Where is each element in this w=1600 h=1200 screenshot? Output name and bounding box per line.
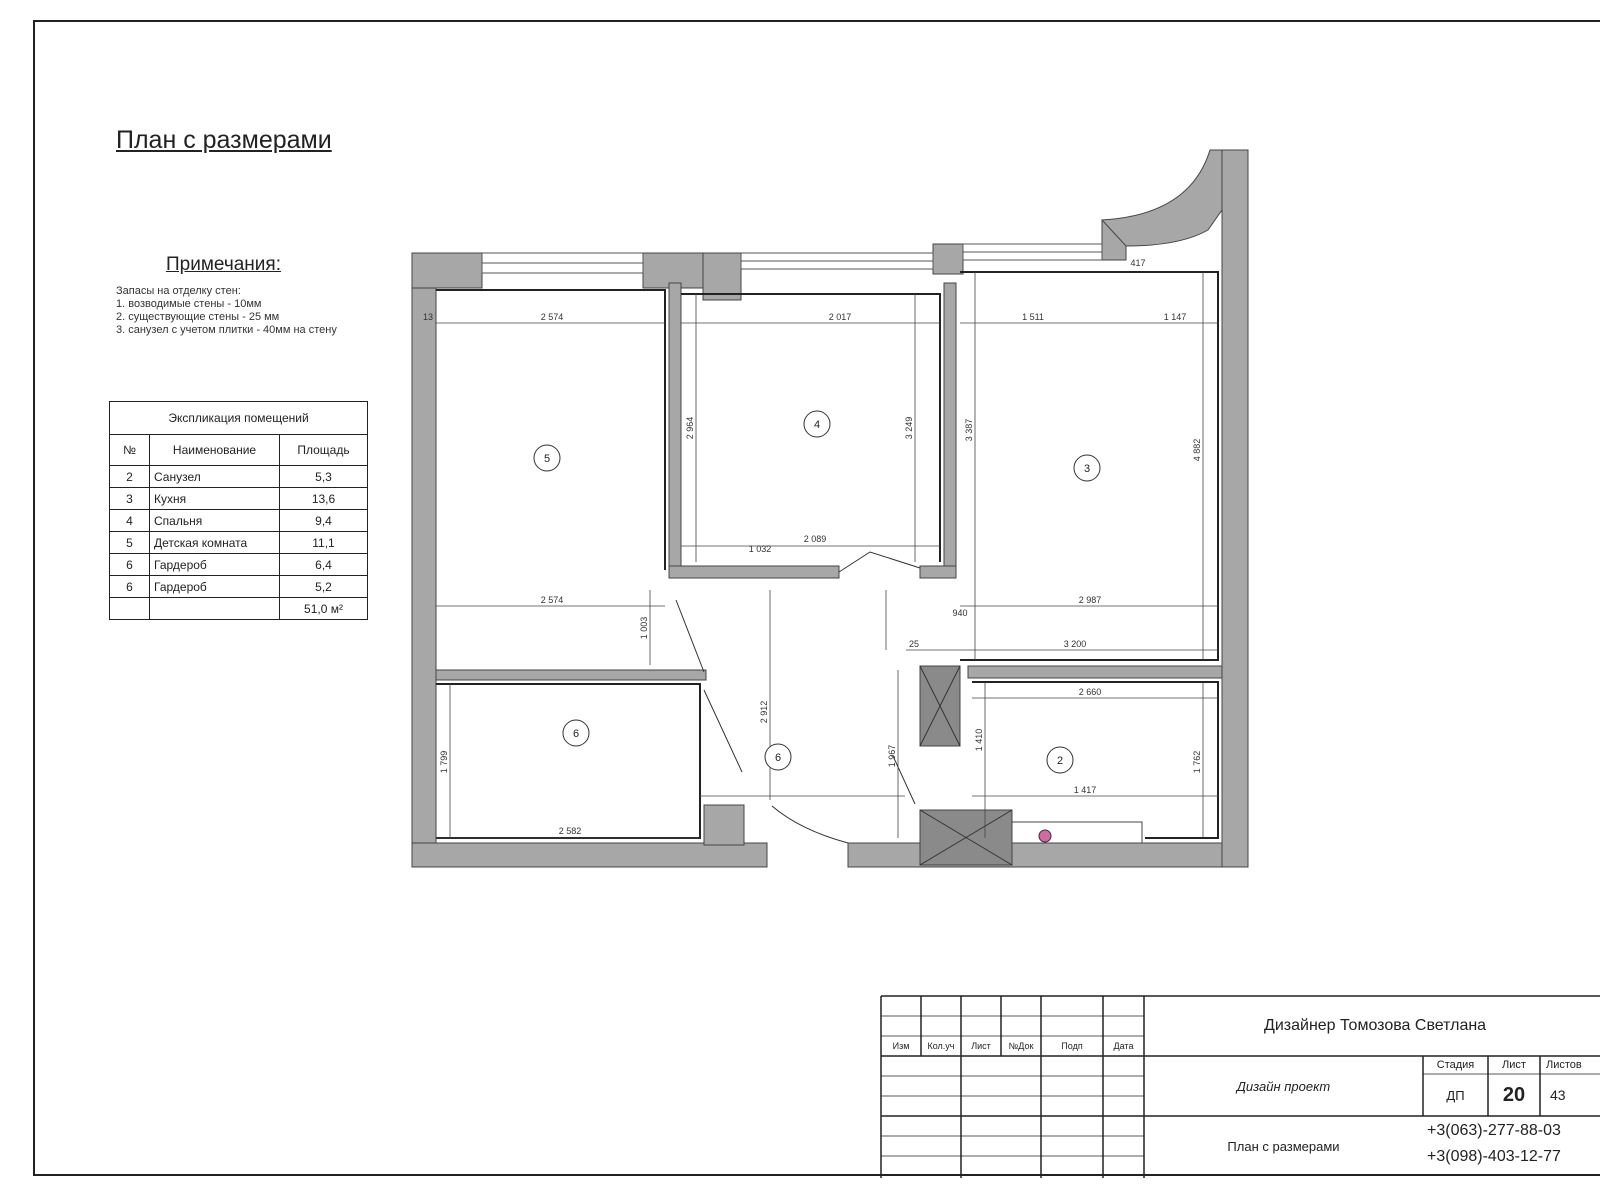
dim-text-vertical: 1 762 xyxy=(1192,750,1202,774)
stamp-col-header: Кол.уч xyxy=(927,1041,955,1051)
col-header-name: Наименование xyxy=(150,435,280,466)
dim-text: 1 147 xyxy=(1163,312,1187,322)
stamp-col-header: Дата xyxy=(1113,1041,1134,1051)
dim-text: 417 xyxy=(1130,258,1146,268)
room-label-2: 2 xyxy=(1056,755,1064,767)
dim-text: 3 200 xyxy=(1063,639,1087,649)
page-title: План с размерами xyxy=(116,126,332,154)
total-area: 51,0 м² xyxy=(280,598,368,620)
stamp-col-header: Подп xyxy=(1061,1041,1083,1051)
dim-text-vertical: 1 799 xyxy=(439,750,449,774)
col-header-area: Площадь xyxy=(280,435,368,466)
dim-text-vertical: 1 410 xyxy=(974,728,984,752)
dim-text: 2 574 xyxy=(540,595,564,605)
dim-text: 1 032 xyxy=(748,544,772,554)
stamp-col-header: №Док xyxy=(1008,1041,1034,1051)
room-label-6b: 6 xyxy=(774,752,782,764)
dim-text: 1 417 xyxy=(1073,785,1097,795)
dim-text: 940 xyxy=(952,608,968,618)
row-area: 5,2 xyxy=(280,576,368,598)
note-line: Запасы на отделку стен: xyxy=(116,285,241,297)
row-name: Спальня xyxy=(150,510,280,532)
dim-text-vertical: 1 003 xyxy=(639,616,649,640)
stamp-col-header: Изм xyxy=(892,1041,910,1051)
dim-text: 2 017 xyxy=(828,312,852,322)
dim-text: 2 089 xyxy=(803,534,827,544)
row-number: 6 xyxy=(110,576,150,598)
row-area: 5,3 xyxy=(280,466,368,488)
row-area: 11,1 xyxy=(280,532,368,554)
phone-1: +3(063)-277-88-03 xyxy=(1427,1122,1561,1139)
row-number: 2 xyxy=(110,466,150,488)
dim-text: 2 574 xyxy=(540,312,564,322)
dim-text-vertical: 3 249 xyxy=(904,416,914,440)
dim-text-vertical: 3 387 xyxy=(964,418,974,442)
col-header-number: № xyxy=(110,435,150,466)
dim-text-vertical: 2 912 xyxy=(759,700,769,724)
notes-title: Примечания: xyxy=(166,254,281,275)
project-type: Дизайн проект xyxy=(1236,1078,1331,1094)
sheet-label: Лист xyxy=(1502,1059,1526,1071)
row-number: 6 xyxy=(110,554,150,576)
dim-text: 25 xyxy=(908,639,920,649)
room-label-6: 6 xyxy=(572,728,580,740)
sheets-count: 43 xyxy=(1550,1087,1566,1103)
designer-name: Дизайнер Томозова Светлана xyxy=(1264,1017,1487,1034)
title-block xyxy=(881,996,1600,1177)
stage-label: Стадия xyxy=(1436,1059,1475,1071)
dim-text: 1 511 xyxy=(1022,312,1044,322)
stage-value: ДП xyxy=(1446,1087,1465,1103)
row-name: Детская комната xyxy=(150,532,280,554)
room-label-5: 5 xyxy=(543,453,551,465)
row-area: 6,4 xyxy=(280,554,368,576)
phone-2: +3(098)-403-12-77 xyxy=(1427,1148,1561,1165)
row-name: Гардероб xyxy=(150,576,280,598)
note-line: 2. существующие стены - 25 мм xyxy=(116,311,280,323)
sheet-title: План с размерами xyxy=(1227,1139,1340,1154)
room-label-3: 3 xyxy=(1083,463,1091,475)
row-number: 5 xyxy=(110,532,150,554)
room-label-4: 4 xyxy=(813,419,821,431)
row-number: 4 xyxy=(110,510,150,532)
note-line: 3. санузел с учетом плитки - 40мм на стену xyxy=(116,324,337,336)
dim-text-vertical: 2 964 xyxy=(685,416,695,440)
row-name: Гардероб xyxy=(150,554,280,576)
dim-text: 13 xyxy=(422,312,434,322)
sheet-number: 20 xyxy=(1502,1083,1526,1106)
sheets-label: Листов xyxy=(1546,1059,1582,1071)
note-line: 1. возводимые стены - 10мм xyxy=(116,298,262,310)
row-name: Санузел xyxy=(150,466,280,488)
row-number: 3 xyxy=(110,488,150,510)
dim-text-vertical: 4 882 xyxy=(1192,438,1202,462)
row-name: Кухня xyxy=(150,488,280,510)
dim-text-vertical: 1 967 xyxy=(887,744,897,768)
table-title: Экспликация помещений xyxy=(110,402,368,435)
row-area: 9,4 xyxy=(280,510,368,532)
dim-text: 2 660 xyxy=(1078,687,1102,697)
stamp-col-header: Лист xyxy=(971,1041,991,1051)
row-area: 13,6 xyxy=(280,488,368,510)
dim-text: 2 582 xyxy=(558,826,582,836)
dim-text: 2 987 xyxy=(1078,595,1102,605)
